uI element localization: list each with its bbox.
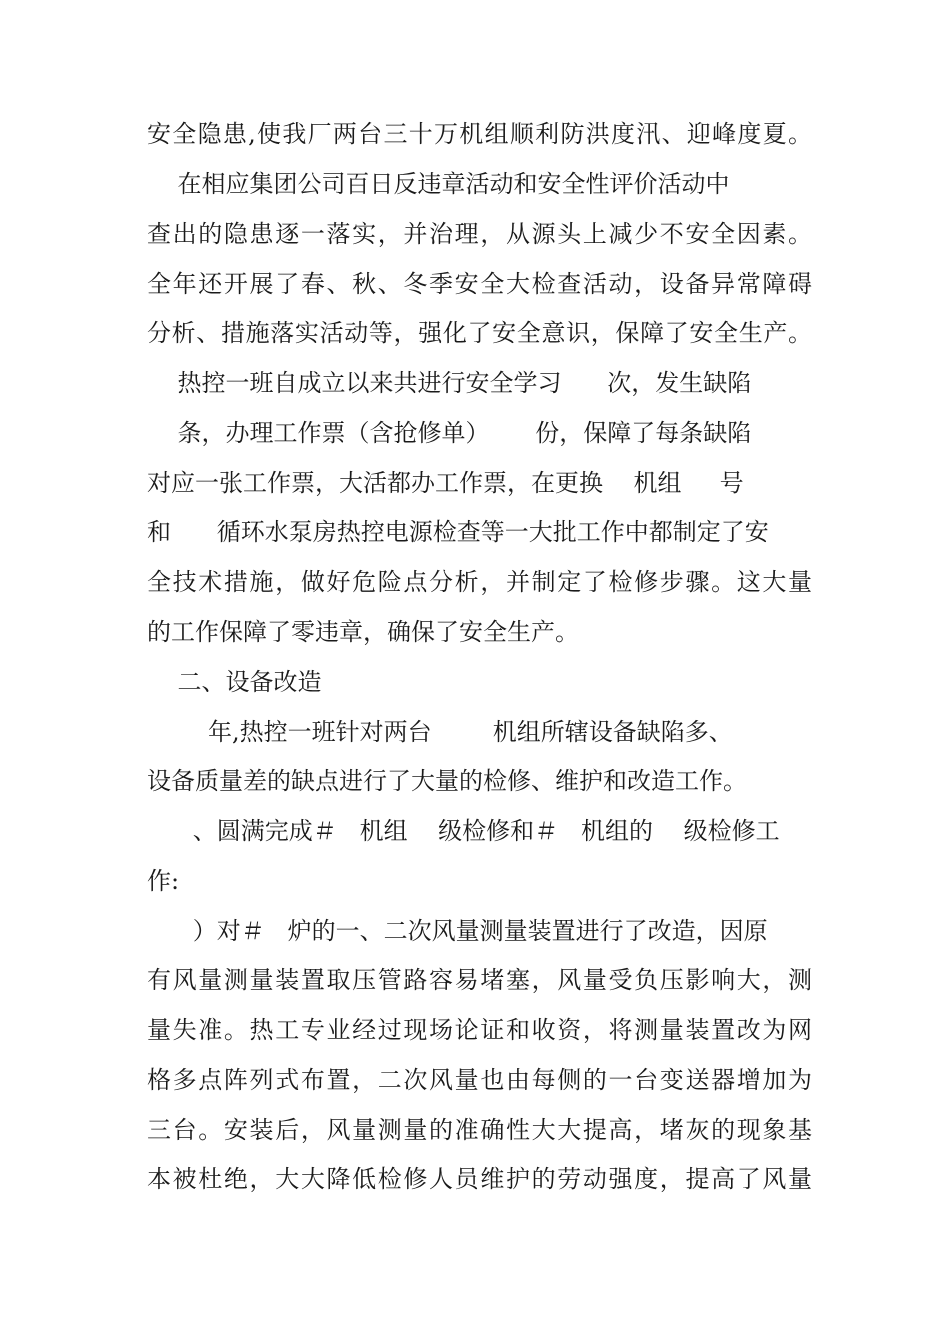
text-line-9: 和 循环水泵房热控电源检查等一大批工作中都制定了安 <box>147 518 769 546</box>
text-line-21: 三台。安装后，风量测量的准确性大大提高，堵灰的现象基 <box>147 1116 812 1144</box>
text-line-10: 全技术措施，做好危险点分析，并制定了检修步骤。这大量 <box>147 568 812 596</box>
text-line-17: ）对＃ 炉的一、二次风量测量装置进行了改造，因原 <box>147 917 768 945</box>
text-line-11: 的工作保障了零违章，确保了安全生产。 <box>147 618 579 646</box>
text-line-20: 格多点阵列式布置，二次风量也由每侧的一台变送器增加为 <box>147 1066 812 1094</box>
text-line-5: 分析、措施落实活动等，强化了安全意识，保障了安全生产。 <box>147 319 812 347</box>
section-heading: 二、设备改造 <box>147 668 322 696</box>
text-line-19: 量失准。热工专业经过现场论证和收资，将测量装置改为网 <box>147 1016 812 1044</box>
text-line-2: 在相应集团公司百日反违章活动和安全性评价活动中 <box>147 170 730 198</box>
text-line-14: 设备质量差的缺点进行了大量的检修、维护和改造工作。 <box>147 767 747 795</box>
text-line-13: 年,热控一班针对两台 机组所辖设备缺陷多、 <box>147 718 733 746</box>
text-line-1: 安全隐患,使我厂两台三十万机组顺利防洪度汛、迎峰度夏。 <box>147 120 812 148</box>
text-line-7: 条，办理工作票（含抢修单） 份，保障了每条缺陷 <box>147 419 752 447</box>
text-line-8: 对应一张工作票，大活都办工作票，在更换 机组 号 <box>147 469 744 497</box>
text-line-15: 、圆满完成＃ 机组 级检修和＃ 机组的 级检修工 <box>147 817 780 845</box>
text-line-3: 查出的隐患逐一落实，并治理，从源头上减少不安全因素。 <box>147 220 812 248</box>
text-line-22: 本被杜绝，大大降低检修人员维护的劳动强度，提高了风量 <box>147 1165 812 1193</box>
text-line-4: 全年还开展了春、秋、冬季安全大检查活动，设备异常障碍 <box>147 270 812 298</box>
text-line-6: 热控一班自成立以来共进行安全学习 次，发生缺陷 <box>147 369 752 397</box>
text-line-16: 作: <box>147 867 180 895</box>
text-line-18: 有风量测量装置取压管路容易堵塞，风量受负压影响大，测 <box>147 966 812 994</box>
